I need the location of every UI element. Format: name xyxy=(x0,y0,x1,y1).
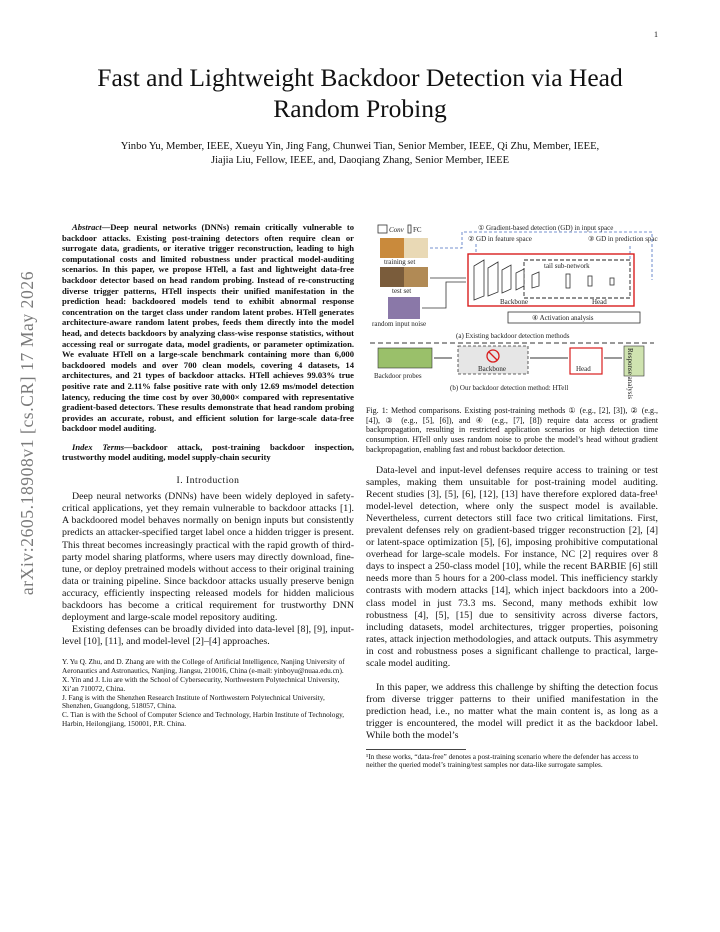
tail-label: tail sub-network xyxy=(544,262,590,270)
paper-title: Fast and Lightweight Backdoor Detection via Head Random Probing xyxy=(97,63,623,123)
abstract-label: Abstract xyxy=(72,222,102,232)
label-training: training set xyxy=(384,258,416,266)
noise-image xyxy=(388,297,420,319)
footnote-affil-1: Y. Yu Q. Zhu, and D. Zhang are with the College of Artificial Intelligence, Nanjing University of Aeronautics and Astronautics, Nanjing, Jiangsu, 210016, China (e-mail: yinboyu@nuaa.edu.cn). xyxy=(62,657,345,676)
backdoor-probes-image xyxy=(378,348,432,368)
response-label: Response analysis xyxy=(626,348,634,400)
subcaption-b: (b) Our backdoor detection method: HTell xyxy=(450,384,569,392)
conv-legend-icon xyxy=(378,225,387,233)
label-test: test set xyxy=(392,287,412,295)
right-paragraph-1: Data-level and input-level defenses require access to training or test samples, making them unsuitable for post-training model auditing. Recent studies [3], [5], [6], [12], [13] have therefore explored data-free¹ model-level detection, where only the suspect model is available. Nevertheless, current detectors still face two critical limitations. First, prevalent defenses rely on gradient-based trigger reconstruction [2], [4] or latent-space optimization [5], [6], imposing prohibitive computational overhead for large-scale models. For instance, NC [2] requires over 8 days to inspect a 250-class model [10], while the recent BARBIE [6] still needs more than 5 hours for a 200-class model. This inefficiency starkly contrasts with modern attacks [14], which inject backdoors into a 200-class model in just 73.3 ms. Second, many methods exhibit low robustness [4], [5], [15] due to sensitivity across diverse factors, including datasets, model architectures, trigger properties, poisoning rates, attack injection methodologies, and attack outputs. This asymmetry in cost and robustness poses a significant challenge to practical, large-scale model auditing. xyxy=(366,464,658,670)
left-column xyxy=(62,222,354,729)
test-image-1 xyxy=(380,267,404,287)
intro-paragraph-1: Deep neural networks (DNNs) have been widely deployed in safety-critical applications, yet they remain vulnerable to backdoor attacks [1]. A backdoored model behaves normally on benign inputs but consistently predicts an attacker-specified target label once a hidden trigger is present. This threat becomes increasingly practical with the rapid growth of third-party model sharing platforms, where users may directly download, fine-tune, or deploy pretrained models without access to their original training data or training pipeline. Since backdoor attacks usually preserve benign accuracy, efficiently inspecting released models for hidden malicious backdoors has become a critical requirement for trustworthy DNN deployment and large-scale model repository auditing. xyxy=(62,491,354,624)
footnote-affil-3: J. Fang is with the Shenzhen Research Institute of Northwestern Polytechnical University, Shenzhen, Guangdong, 518057, China. xyxy=(62,692,325,711)
conv-block-5 xyxy=(532,272,539,288)
training-image-2 xyxy=(404,238,428,258)
method-2-label: ② GD in feature space xyxy=(468,235,532,243)
figure-1 xyxy=(366,220,658,400)
affiliation-footnotes xyxy=(62,658,354,728)
backbone2-label: Backbone xyxy=(478,365,506,373)
page-number: 1 xyxy=(654,30,658,39)
test-image-2 xyxy=(404,267,428,287)
probes-label: Backdoor probes xyxy=(374,372,422,380)
footnote-rule xyxy=(366,749,466,750)
fc-legend-icon xyxy=(408,225,411,233)
intro-paragraph-2: Existing defenses can be broadly divided into data-level [8], [9], input-level [10], [11], and model-level [2]–[4] approaches. xyxy=(62,624,354,648)
index-terms xyxy=(62,442,354,463)
conv-block-2 xyxy=(488,262,498,296)
authors-line-1: Yinbo Yu, Member, IEEE, Xueyu Yin, Jing Fang, Chunwei Tian, Senior Member, IEEE, Qi Zhu, Member, IEEE, xyxy=(120,141,600,152)
head-label: Head xyxy=(592,298,607,306)
index-terms-text: —backdoor attack, post-training backdoor inspection, trustworthy model auditing, model supply-chain security xyxy=(62,441,355,463)
training-image-1 xyxy=(380,238,404,258)
method-3-label: ③ GD in prediction space xyxy=(588,235,658,243)
footnote-data-free: ¹In these works, “data-free” denotes a post-training scenario where the defender has access to neither the queried model’s training/test samples nor data-like surrogate samples. xyxy=(366,751,639,770)
right-column xyxy=(366,406,658,770)
footnote-affil-4: C. Tian is with the School of Computer Science and Technology, Harbin Institute of Technology, Harbin, Heilongjiang, 150001, P.R. China. xyxy=(62,710,345,728)
right-paragraph-2: In this paper, we address this challenge by shifting the detection focus from diverse trigger patterns to their unified manifestation in the prediction head, i.e., no matter what the main content is, as long as a trigger is encountered, the model will predict it as the backdoor label. While both the model’s xyxy=(366,682,658,742)
head2-label: Head xyxy=(576,365,591,373)
method-1-label: ① Gradient-based detection (GD) in input space xyxy=(478,224,614,232)
subcaption-a: (a) Existing backdoor detection methods xyxy=(456,332,570,340)
abstract-text: —Deep neural networks (DNNs) remain critically vulnerable to backdoor attacks. Existing post-training detectors often require clean or surrogate data, gradients, or iterative trigger reconstruction, leading to high computational costs and limited robustness under practical model-auditing scenarios. In this paper, we propose HTell, a fast and lightweight data-free backdoor detector based on head random probing. Instead of re-constructing diverse trigger patterns, HTell inspects their unified manifestation in the prediction head: backdoored models tend to exhibit abnormal response concentration on the target class under random latent probes. HTell generates architecture-aware random latent probes, feeds them directly into the model head, and detects backdoors by analyzing class-wise response statistics, without accessing real or surrogate data, model gradients, or parameter optimization. We evaluate HTell on a large-scale benchmark containing more than 6,000 backdoored models and over 700 clean models, covering 4 datasets, 14 architectures, and 21 types of backdoor attacks. HTell achieves 99.03% true positive rate and 2.11% false positive rate with only 12.69 ms/model detection latency, reducing the time cost by over 30,000× compared with representative gradient-based detectors. These results demonstrate that head random probing provides an accurate, robust, and efficient solution for large-scale data-free backdoor model auditing. xyxy=(62,222,354,434)
noise-arrow xyxy=(422,282,466,308)
abstract xyxy=(62,222,354,434)
author-list xyxy=(60,140,660,167)
label-noise: random input noise xyxy=(372,320,427,328)
method-comparison-diagram xyxy=(366,220,658,400)
method-4-label: ④ Activation analysis xyxy=(532,314,594,322)
fc-block-1 xyxy=(566,274,570,288)
authors-line-2: Jiajia Liu, Fellow, IEEE, and, Daoqiang Zhang, Senior Member, IEEE xyxy=(210,154,510,166)
conv-block-4 xyxy=(516,269,524,290)
backbone-label: Backbone xyxy=(500,298,528,306)
figure-caption: Fig. 1: Method comparisons. Existing post-training methods ① (e.g., [2], [3]), ② (e.g., [4]), ③ (e.g., [5], [6]), and ④ (e.g., [7], [8]) require data access or gradient backpropagation, resulting in restricted application scenarios or high detection time consumption. HTell only uses random noise to probe the model’s head without gradient backpropagation, enabling fast and robust backdoor detection. xyxy=(366,406,658,454)
legend-fc: FC xyxy=(413,226,422,234)
fc-block-2 xyxy=(588,276,592,286)
index-terms-label: Index Terms xyxy=(72,441,125,452)
fc-block-3 xyxy=(610,278,614,285)
legend-conv: Conv xyxy=(389,226,404,234)
footnote-affil-2: X. Yin and J. Liu are with the School of Cybersecurity, Northwestern Polytechnical University, Xi’an 710072, China. xyxy=(62,674,340,693)
conv-block-3 xyxy=(502,265,511,293)
arxiv-identifier: arXiv:2605.18908v1 [cs.CR] 17 May 2026 xyxy=(17,270,37,596)
section-title: I. Introduction xyxy=(176,475,240,487)
conv-block-1 xyxy=(474,260,484,300)
